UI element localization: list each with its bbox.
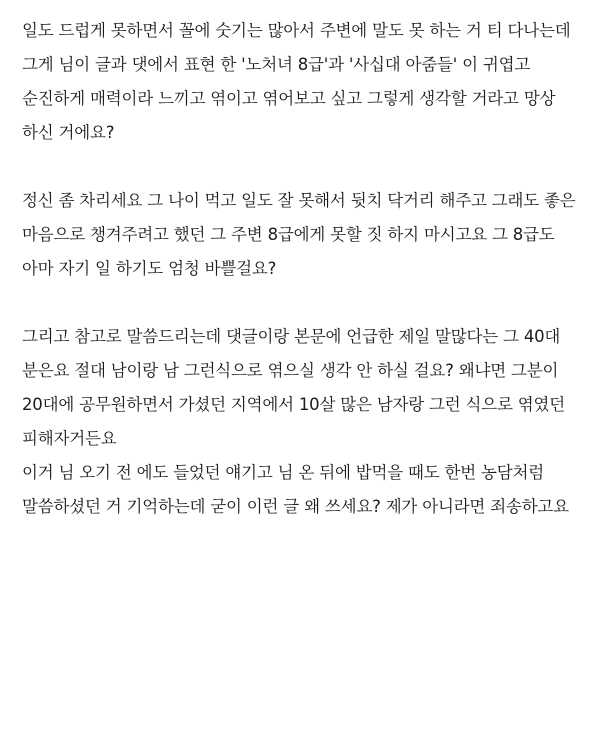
- paragraph-spacer-2: [22, 286, 578, 320]
- paragraph-spacer-1: [22, 150, 578, 184]
- paragraph-3: 그리고 참고로 말씀드리는데 댓글이랑 본문에 언급한 제일 말많다는 그 40대 분은요 절대 남이랑 남 그런식으로 엮으실 생각 안 하실 걸요? 왜냐면 그분이 20대에 공무원하면서 가셨던 지역에서 10살 많은 남자랑 그런 식으로 엮였던 피해자거든요: [22, 327, 571, 448]
- paragraph-1: 일도 드럽게 못하면서 꼴에 숫기는 많아서 주변에 말도 못 하는 거 티 다나는데 그게 님이 글과 댓에서 표현 한 '노처녀 8급'과 '사십대 아줌들' 이 귀엽고 순진하게 매력이라 느끼고 엮이고 엮어보고 싶고 그렇게 생각할 거라고 망상 하신 거에요?: [22, 21, 576, 142]
- paragraph-4: 이거 님 오기 전 에도 들었던 얘기고 님 온 뒤에 밥먹을 때도 한번 농담처럼 말씀하셨던 거 기억하는데 굳이 이런 글 왜 쓰세요? 제가 아니라면 죄송하고요: [22, 463, 569, 516]
- paragraph-2: 정신 좀 차리세요 그 나이 먹고 일도 잘 못해서 뒷치 닥거리 해주고 그래도 좋은 마음으로 챙겨주려고 했던 그 주변 8급에게 못할 짓 하지 마시고요 그 8급도 아마 자기 일 하기도 엄청 바쁠걸요?: [22, 191, 581, 278]
